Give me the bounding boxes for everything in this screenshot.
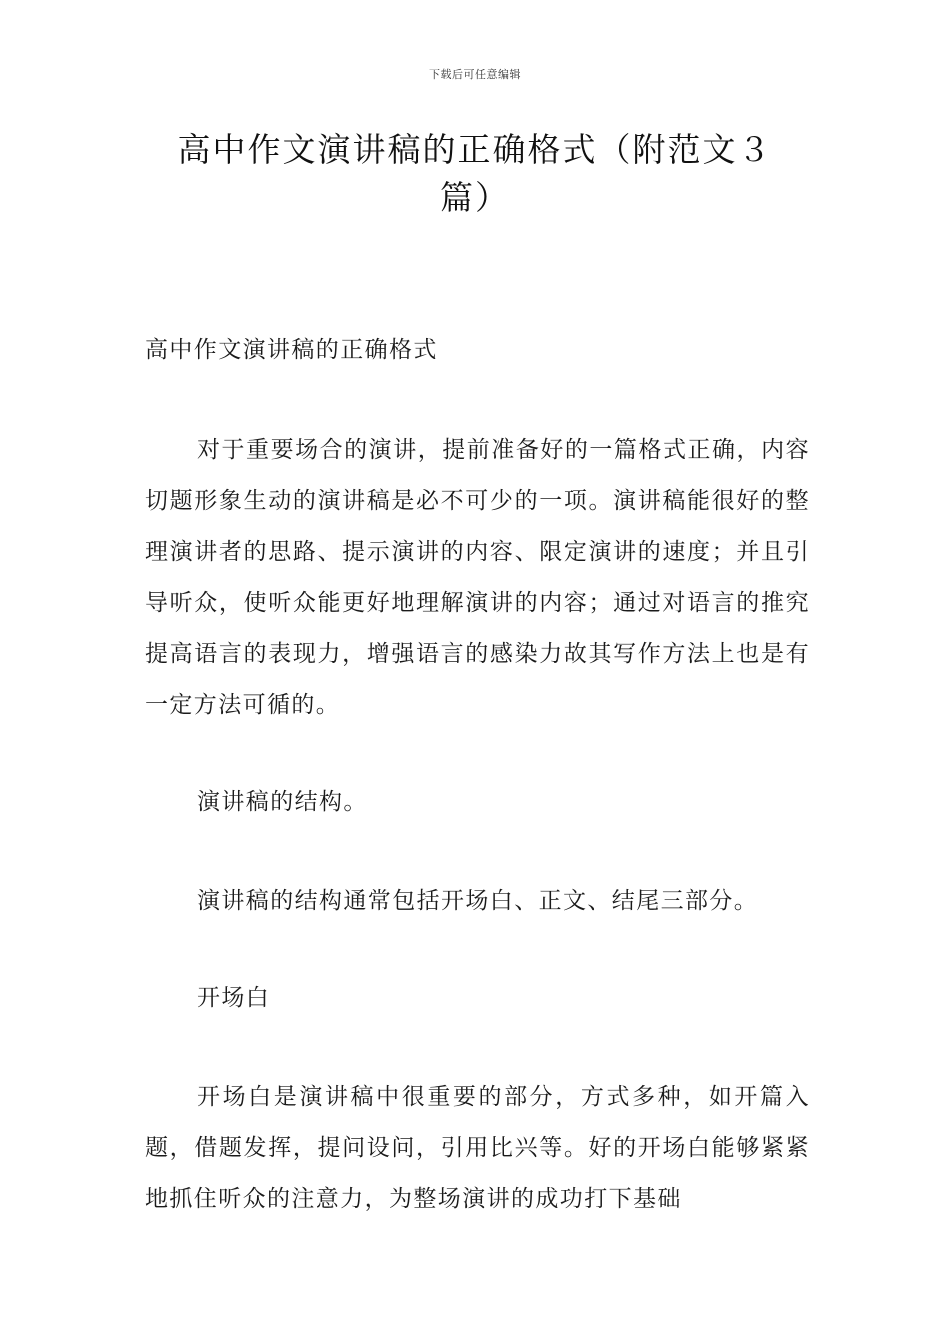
document-title	[150, 126, 800, 222]
document-title-line-2: 篇）	[440, 178, 510, 217]
document-title-line-1: 高中作文演讲稿的正确格式（附范文３	[177, 130, 773, 169]
section-heading: 高中作文演讲稿的正确格式	[145, 337, 438, 363]
paragraph-opening-label: 开场白	[197, 985, 271, 1011]
paragraph-intro: 对于重要场合的演讲，提前准备好的一篇格式正确，内容切题形象生动的演讲稿是必不可少的一项。演讲稿能很好的整理演讲者的思路、提示演讲的内容、限定演讲的速度；并且引导听众，使听众能更好地理解演讲的内容；通过对语言的推究提高语言的表现力，增强语言的感染力故其写作方法上也是有一定方法可循的。	[145, 437, 810, 718]
paragraph-structure-description: 演讲稿的结构通常包括开场白、正文、结尾三部分。	[197, 888, 759, 914]
header-note: 下载后可任意编辑	[429, 68, 521, 81]
paragraph-opening-description: 开场白是演讲稿中很重要的部分，方式多种，如开篇入题，借题发挥，提问设问，引用比兴等。好的开场白能够紧紧地抓住听众的注意力，为整场演讲的成功打下基础	[145, 1084, 810, 1212]
paragraph-structure-label: 演讲稿的结构。	[197, 789, 368, 815]
